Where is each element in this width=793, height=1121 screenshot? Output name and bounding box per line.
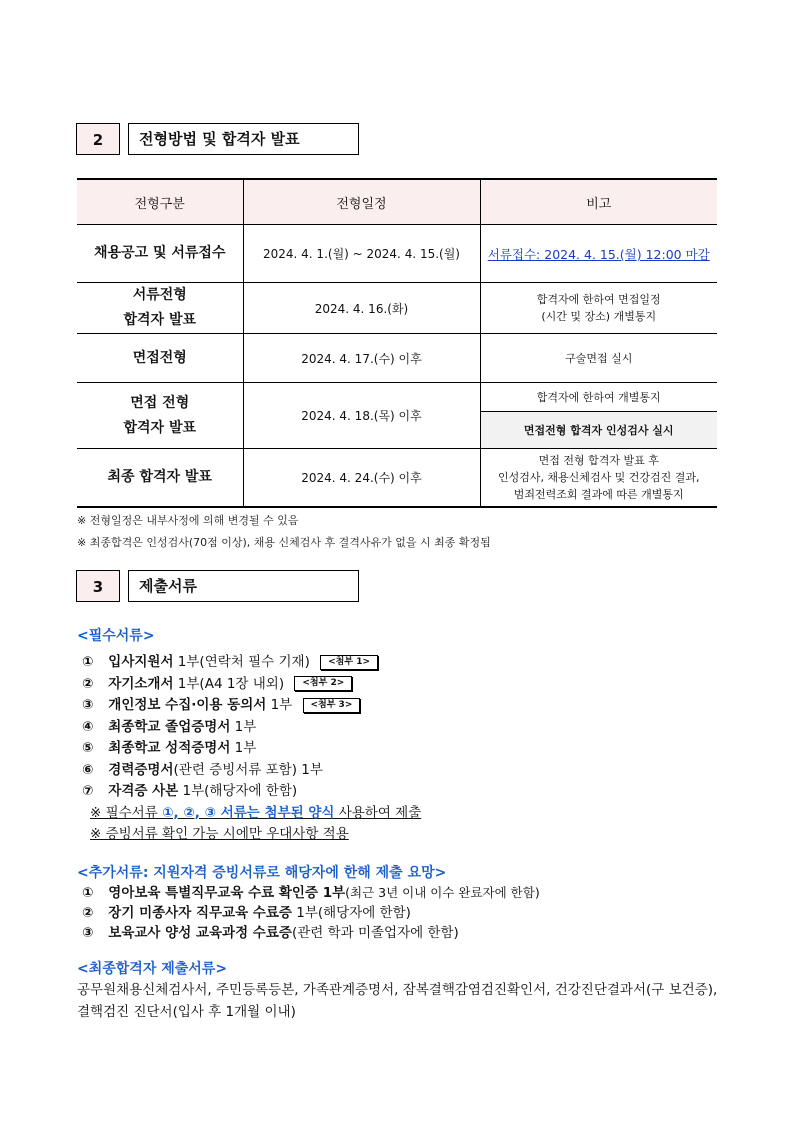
item-number: ② <box>82 675 94 692</box>
date-cell: 2024. 4. 24.(수) 이후 <box>243 449 480 507</box>
list-item <box>82 781 722 803</box>
section-number: 3 <box>76 570 120 602</box>
doc-detail: 1부(해당자에 한함) <box>178 783 298 799</box>
evidence-note: ※ 증빙서류 확인 가능 시에만 우대사항 적용 <box>90 826 349 842</box>
note-cell: 구술면접 실시 <box>480 334 717 383</box>
stage-cell <box>77 283 243 334</box>
table-row <box>77 449 717 507</box>
column-header-stage: 전형구분 <box>77 179 243 225</box>
table-row <box>77 283 717 334</box>
stage-cell: 면접전형 <box>77 334 243 383</box>
doc-detail: 1부(해당자에 한함) <box>291 905 411 921</box>
section-title: 전형방법 및 합격자 발표 <box>128 123 359 155</box>
required-note <box>82 803 722 825</box>
date-cell: 2024. 4. 18.(목) 이후 <box>243 383 480 449</box>
doc-detail: 1부 <box>266 697 293 713</box>
doc-name: 보육교사 양성 교육과정 수료증 <box>108 925 292 941</box>
note-line: (시간 및 장소) 개별통지 <box>541 310 657 323</box>
doc-detail: 1부(연락처 필수 기재) <box>173 654 310 670</box>
item-number: ⑦ <box>82 783 94 799</box>
list-item <box>82 717 722 739</box>
stage-line: 서류전형 <box>132 287 187 303</box>
item-number: ② <box>82 905 94 921</box>
date-cell: 2024. 4. 1.(월) ~ 2024. 4. 15.(월) <box>243 225 480 283</box>
list-item <box>82 652 722 674</box>
note-cell <box>480 449 717 507</box>
item-number: ③ <box>82 925 94 941</box>
item-number: ① <box>82 654 94 670</box>
date-cell: 2024. 4. 16.(화) <box>243 283 480 334</box>
attachment-tag: <첨부 1> <box>320 655 378 670</box>
note-cell <box>480 283 717 334</box>
final-docs-heading: <최종합격자 제출서류> <box>77 961 228 977</box>
stage-cell: 채용공고 및 서류접수 <box>77 225 243 283</box>
column-header-date: 전형일정 <box>243 179 480 225</box>
doc-name: 영아보육 특별직무교육 수료 확인증 1부 <box>108 885 346 901</box>
footnote: ※ 최종합격은 인성검사(70점 이상), 채용 신체검사 후 결격사유가 없을 시 최종 확정됨 <box>77 536 491 549</box>
list-item <box>82 883 722 903</box>
item-number: ③ <box>82 697 94 713</box>
doc-name: 경력증명서 <box>108 761 174 778</box>
footnote: ※ 전형일정은 내부사정에 의해 변경될 수 있음 <box>77 514 299 527</box>
list-item <box>82 760 722 782</box>
item-number: ⑤ <box>82 740 94 756</box>
doc-detail: (관련 학과 미졸업자에 한함) <box>291 925 459 941</box>
item-number: ④ <box>82 718 94 735</box>
note-line: 인성검사, 채용신체검사 및 건강검진 결과, <box>497 470 700 484</box>
note-line: 범죄전력조회 결과에 따른 개별통지 <box>513 487 684 501</box>
list-item <box>82 903 722 923</box>
schedule-table <box>77 178 717 508</box>
list-item <box>82 695 722 717</box>
attachment-tag: <첨부 2> <box>294 676 352 691</box>
doc-detail: 1부 <box>230 718 257 735</box>
stage-cell <box>77 383 243 449</box>
required-docs-heading: <필수서류> <box>77 628 155 644</box>
stage-line: 합격자 발표 <box>123 312 196 328</box>
doc-name: 자격증 사본 <box>108 783 179 799</box>
section-title: 제출서류 <box>128 570 359 602</box>
stage-line: 합격자 발표 <box>123 419 196 436</box>
note-text: ※ 필수서류 <box>90 804 163 821</box>
section-number: 2 <box>76 123 120 155</box>
doc-detail: 1부(A4 1장 내외) <box>173 675 285 692</box>
item-number: ① <box>82 885 94 901</box>
column-header-note: 비고 <box>480 179 717 225</box>
stage-cell: 최종 합격자 발표 <box>77 449 243 507</box>
table-row <box>77 383 717 412</box>
table-row <box>77 225 717 283</box>
note-line: 합격자에 한하여 면접일정 <box>536 293 661 306</box>
table-header-row <box>77 179 717 225</box>
doc-name: 개인정보 수집·이용 동의서 <box>108 697 267 713</box>
note-cell: 합격자에 한하여 개별통지 <box>480 383 717 412</box>
stage-line: 면접 전형 <box>130 394 190 411</box>
list-item <box>82 738 722 760</box>
note-line: 면접 전형 합격자 발표 후 <box>538 453 659 467</box>
attachment-tag: <첨부 3> <box>303 698 361 713</box>
list-item <box>82 923 722 943</box>
deadline-link[interactable]: 서류접수: 2024. 4. 15.(월) 12:00 마감 <box>487 247 710 262</box>
required-docs-list <box>82 652 722 846</box>
doc-name: 입사지원서 <box>108 654 174 670</box>
doc-detail: 1부 <box>230 740 257 756</box>
additional-docs-list <box>82 883 722 943</box>
doc-name: 장기 미종사자 직무교육 수료증 <box>108 905 292 921</box>
item-number: ⑥ <box>82 761 94 778</box>
final-docs-text: 공무원채용신체검사서, 주민등록등본, 가족관계증명서, 잠복결핵감염검진확인서, 건강진단결과서(구 보건증), 결핵검진 진단서(입사 후 1개월 이내) <box>77 982 718 1020</box>
table-row <box>77 334 717 383</box>
note-cell: 면접전형 합격자 인성검사 실시 <box>480 412 717 449</box>
note-text: 사용하여 제출 <box>334 804 422 821</box>
doc-detail: (최근 3년 이내 이수 완료자에 한함) <box>345 885 540 900</box>
note-cell <box>480 225 717 283</box>
list-item <box>82 674 722 696</box>
doc-name: 최종학교 성적증명서 <box>108 740 231 756</box>
date-cell: 2024. 4. 17.(수) 이후 <box>243 334 480 383</box>
note-highlight: ①, ②, ③ 서류는 첨부된 양식 <box>162 804 335 821</box>
additional-docs-heading: <추가서류: 지원자격 증빙서류로 해당자에 한해 제출 요망> <box>77 865 447 881</box>
doc-detail: (관련 증빙서류 포함) 1부 <box>173 761 323 778</box>
doc-name: 자기소개서 <box>108 675 174 692</box>
doc-name: 최종학교 졸업증명서 <box>108 718 231 735</box>
